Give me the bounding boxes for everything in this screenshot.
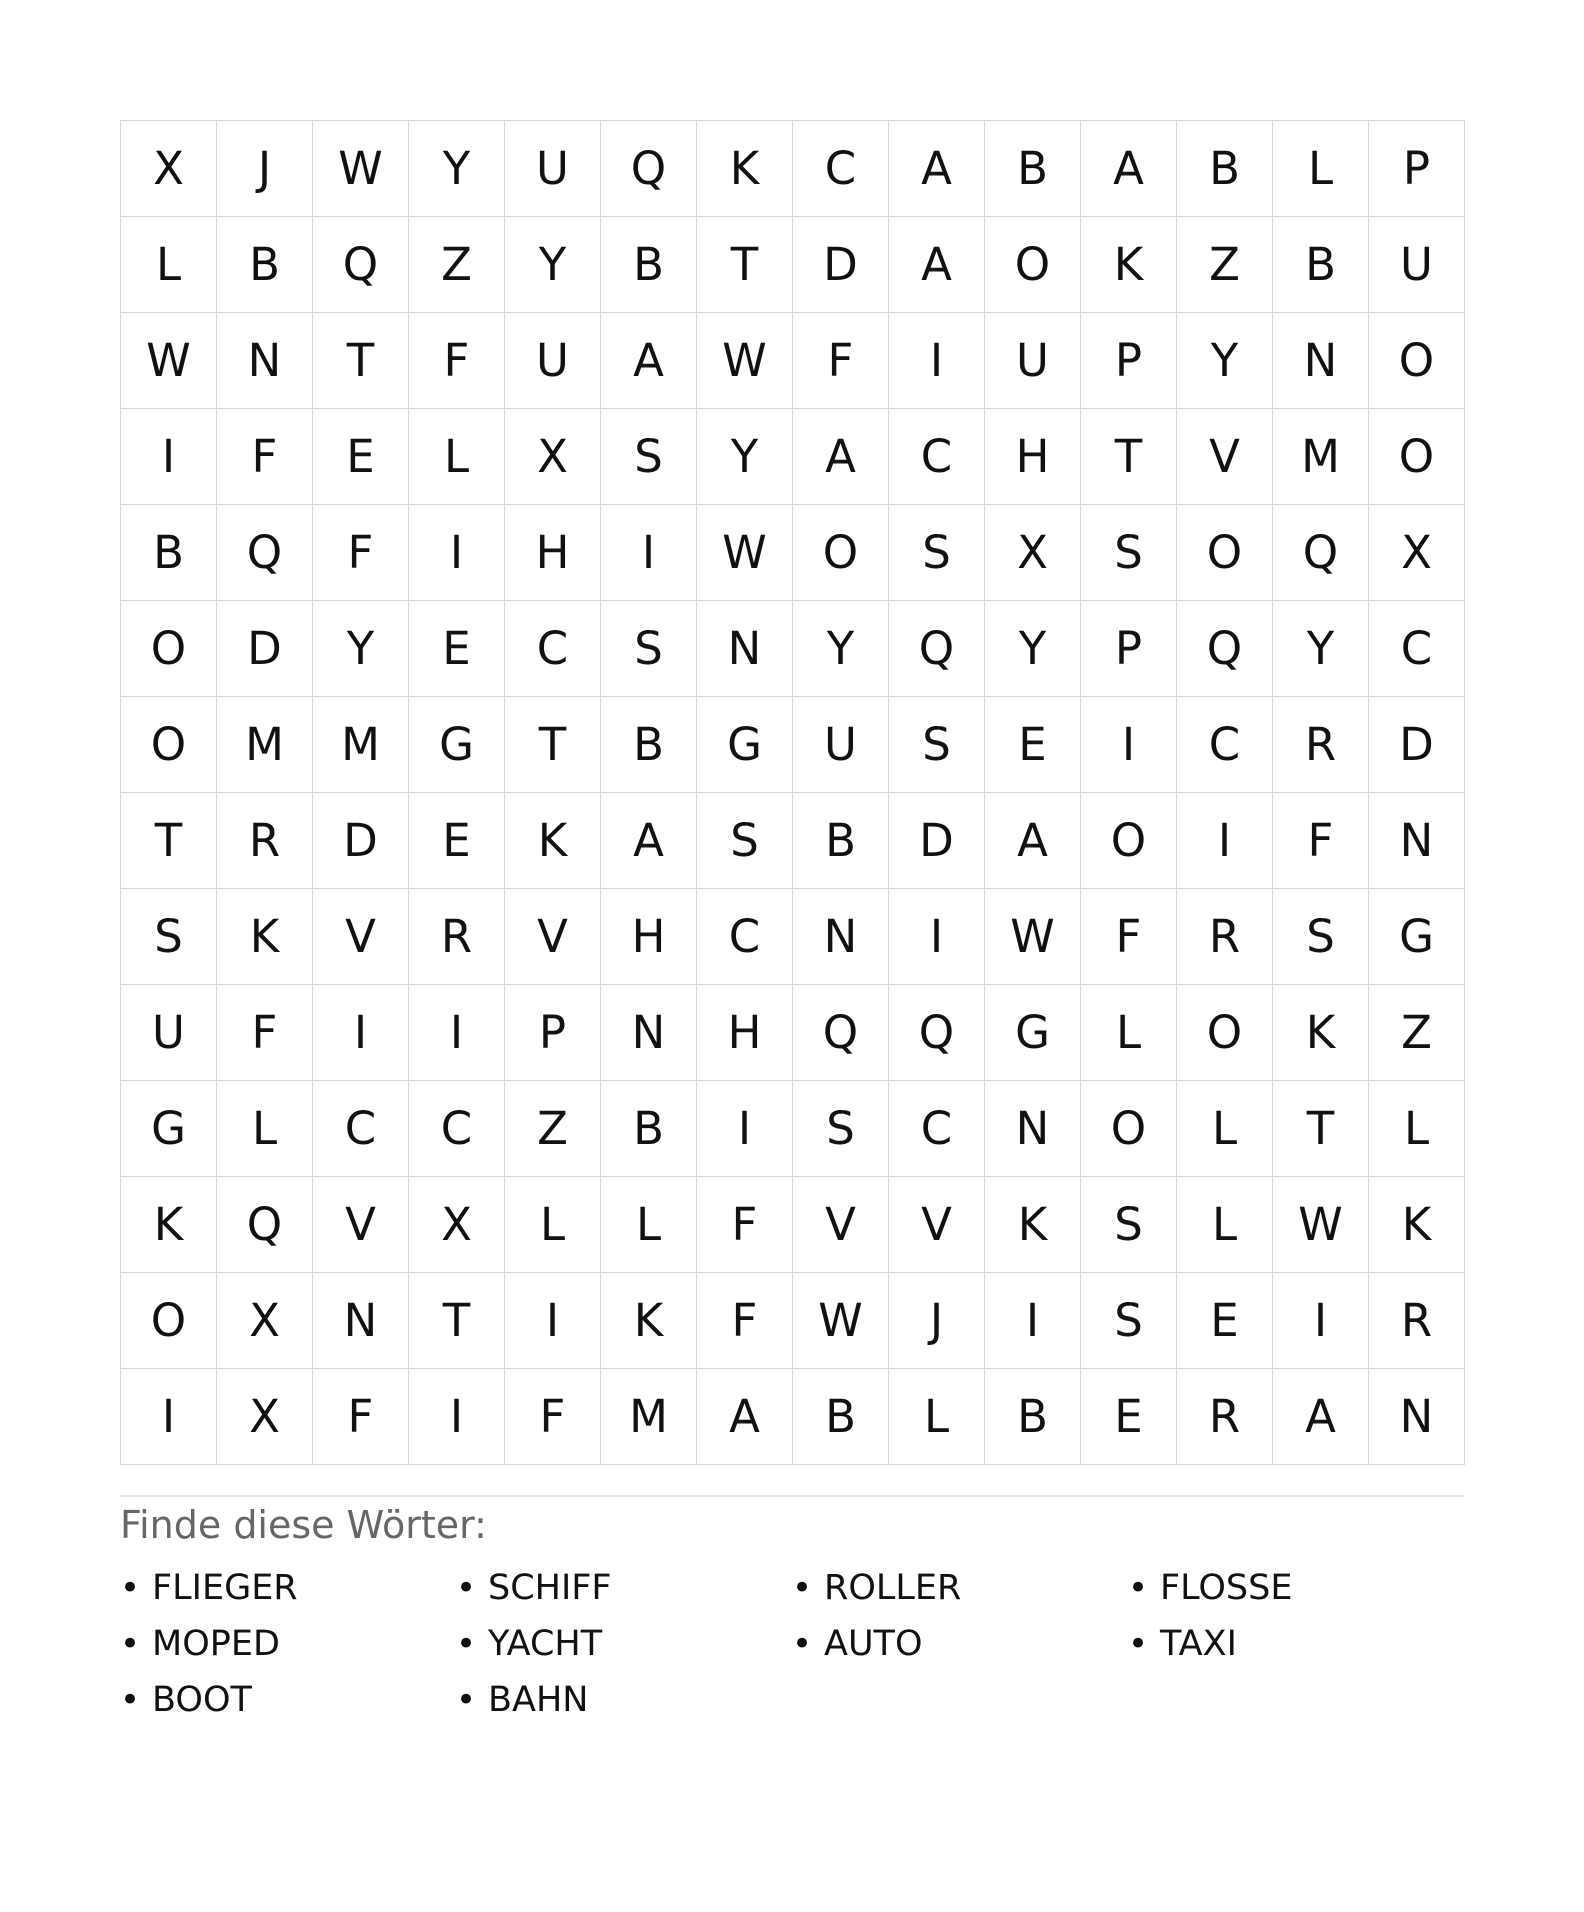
grid-cell[interactable]: C (409, 1081, 505, 1177)
grid-cell[interactable]: B (601, 1081, 697, 1177)
grid-cell[interactable]: S (889, 505, 985, 601)
grid-cell[interactable]: F (505, 1369, 601, 1465)
grid-cell[interactable]: V (793, 1177, 889, 1273)
grid-cell[interactable]: E (1177, 1273, 1273, 1369)
grid-cell[interactable]: N (1369, 793, 1465, 889)
grid-cell[interactable]: T (409, 1273, 505, 1369)
grid-cell[interactable]: L (1369, 1081, 1465, 1177)
grid-cell[interactable]: M (313, 697, 409, 793)
grid-cell[interactable]: X (505, 409, 601, 505)
grid-cell[interactable]: K (697, 121, 793, 217)
grid-cell[interactable]: E (985, 697, 1081, 793)
word-list-item (456, 1616, 792, 1672)
grid-cell[interactable]: I (697, 1081, 793, 1177)
bullet-icon: • (456, 1680, 477, 1720)
grid-cell[interactable]: N (793, 889, 889, 985)
word-label: MOPED (152, 1624, 280, 1664)
grid-cell[interactable]: G (985, 985, 1081, 1081)
grid-cell[interactable]: S (1081, 505, 1177, 601)
grid-cell[interactable]: Q (889, 601, 985, 697)
grid-cell[interactable]: A (1273, 1369, 1369, 1465)
grid-cell[interactable]: Z (409, 217, 505, 313)
grid-cell[interactable]: L (409, 409, 505, 505)
grid-cell[interactable]: Q (313, 217, 409, 313)
grid-cell[interactable]: B (793, 1369, 889, 1465)
grid-cell[interactable]: Y (409, 121, 505, 217)
grid-cell[interactable]: S (601, 409, 697, 505)
grid-cell[interactable]: D (313, 793, 409, 889)
grid-cell[interactable]: S (1273, 889, 1369, 985)
grid-cell[interactable]: E (313, 409, 409, 505)
grid-cell[interactable]: O (121, 1273, 217, 1369)
word-list (120, 1560, 1465, 1728)
grid-cell[interactable]: I (121, 1369, 217, 1465)
grid-cell[interactable]: L (505, 1177, 601, 1273)
grid-cell[interactable]: F (1273, 793, 1369, 889)
grid-cell[interactable]: I (409, 1369, 505, 1465)
grid-cell[interactable]: F (697, 1177, 793, 1273)
word-list-item (120, 1560, 456, 1616)
word-label: BAHN (488, 1680, 589, 1720)
grid-cell[interactable]: Y (697, 409, 793, 505)
grid-cell[interactable]: U (793, 697, 889, 793)
grid-cell[interactable]: O (1369, 409, 1465, 505)
grid-cell[interactable]: C (793, 121, 889, 217)
grid-cell[interactable]: K (1081, 217, 1177, 313)
grid-cell[interactable]: Q (793, 985, 889, 1081)
grid-cell[interactable]: N (985, 1081, 1081, 1177)
grid-cell[interactable]: A (601, 793, 697, 889)
grid-cell[interactable]: K (505, 793, 601, 889)
grid-cell[interactable]: K (601, 1273, 697, 1369)
grid-cell[interactable]: L (121, 217, 217, 313)
word-list-item (456, 1672, 792, 1728)
grid-cell[interactable]: T (697, 217, 793, 313)
grid-cell[interactable]: C (697, 889, 793, 985)
grid-cell[interactable]: S (1081, 1177, 1177, 1273)
grid-cell[interactable]: I (601, 505, 697, 601)
grid-cell[interactable]: Y (505, 217, 601, 313)
grid-cell[interactable]: L (601, 1177, 697, 1273)
grid-cell[interactable]: P (505, 985, 601, 1081)
grid-cell[interactable]: W (697, 505, 793, 601)
grid-cell[interactable]: X (217, 1273, 313, 1369)
grid-cell[interactable]: S (889, 697, 985, 793)
grid-cell[interactable]: B (1273, 217, 1369, 313)
grid-cell[interactable]: L (217, 1081, 313, 1177)
grid-cell[interactable]: C (505, 601, 601, 697)
grid-cell[interactable]: B (601, 217, 697, 313)
grid-cell[interactable]: O (121, 697, 217, 793)
grid-cell[interactable]: E (409, 793, 505, 889)
grid-cell[interactable]: O (121, 601, 217, 697)
grid-cell[interactable]: F (409, 313, 505, 409)
grid-cell[interactable]: X (1369, 505, 1465, 601)
grid-cell[interactable]: U (121, 985, 217, 1081)
word-list-item (1128, 1560, 1464, 1616)
grid-cell[interactable]: L (1177, 1081, 1273, 1177)
grid-cell[interactable]: C (1369, 601, 1465, 697)
grid-cell[interactable]: L (1177, 1177, 1273, 1273)
grid-cell[interactable]: Y (985, 601, 1081, 697)
grid-cell[interactable]: M (217, 697, 313, 793)
divider (120, 1495, 1465, 1497)
grid-cell[interactable]: F (313, 505, 409, 601)
grid-cell[interactable]: Q (217, 1177, 313, 1273)
word-label: TAXI (1160, 1624, 1237, 1664)
grid-cell[interactable]: R (1177, 1369, 1273, 1465)
grid-cell[interactable]: W (697, 313, 793, 409)
grid-cell[interactable]: W (1273, 1177, 1369, 1273)
grid-cell[interactable]: I (505, 1273, 601, 1369)
grid-cell[interactable]: T (505, 697, 601, 793)
grid-cell[interactable]: J (217, 121, 313, 217)
grid-cell[interactable]: F (697, 1273, 793, 1369)
word-list-item (792, 1616, 1128, 1672)
bullet-icon: • (120, 1624, 141, 1664)
grid-cell[interactable]: P (1369, 121, 1465, 217)
grid-cell[interactable]: O (1177, 985, 1273, 1081)
grid-cell[interactable]: F (217, 409, 313, 505)
grid-cell[interactable]: T (1273, 1081, 1369, 1177)
grid-cell[interactable]: A (601, 313, 697, 409)
grid-cell[interactable]: G (697, 697, 793, 793)
grid-cell[interactable]: W (985, 889, 1081, 985)
grid-cell[interactable]: I (409, 985, 505, 1081)
grid-cell[interactable]: Z (505, 1081, 601, 1177)
grid-cell[interactable]: Q (1273, 505, 1369, 601)
grid-cell[interactable]: I (889, 889, 985, 985)
bullet-icon: • (120, 1568, 141, 1608)
grid-cell[interactable]: R (217, 793, 313, 889)
grid-cell[interactable]: R (409, 889, 505, 985)
grid-cell[interactable]: N (313, 1273, 409, 1369)
grid-cell[interactable]: Q (889, 985, 985, 1081)
bullet-icon: • (792, 1568, 813, 1608)
grid-cell[interactable]: Z (1369, 985, 1465, 1081)
grid-cell[interactable]: W (121, 313, 217, 409)
grid-cell[interactable]: T (1081, 409, 1177, 505)
grid-cell[interactable]: H (985, 409, 1081, 505)
word-label: FLIEGER (152, 1568, 298, 1608)
grid-cell[interactable]: N (217, 313, 313, 409)
grid-cell[interactable]: Q (1177, 601, 1273, 697)
grid-cell[interactable]: N (697, 601, 793, 697)
bullet-icon: • (456, 1624, 477, 1664)
grid-cell[interactable]: T (313, 313, 409, 409)
grid-cell[interactable]: G (1369, 889, 1465, 985)
grid-cell[interactable]: E (409, 601, 505, 697)
word-list-item (120, 1616, 456, 1672)
grid-cell[interactable]: F (313, 1369, 409, 1465)
word-list-item (792, 1560, 1128, 1616)
grid-cell[interactable]: L (1273, 121, 1369, 217)
grid-cell[interactable]: B (793, 793, 889, 889)
grid-cell[interactable]: V (889, 1177, 985, 1273)
grid-cell[interactable]: V (505, 889, 601, 985)
grid-cell[interactable]: N (1273, 313, 1369, 409)
grid-cell[interactable]: B (1177, 121, 1273, 217)
grid-cell[interactable]: V (313, 1177, 409, 1273)
word-label: FLOSSE (1160, 1568, 1293, 1608)
grid-cell[interactable]: Y (1177, 313, 1273, 409)
grid-cell[interactable]: I (409, 505, 505, 601)
grid-cell[interactable]: L (889, 1369, 985, 1465)
word-label: AUTO (824, 1624, 923, 1664)
grid-cell[interactable]: Y (1273, 601, 1369, 697)
bullet-icon: • (456, 1568, 477, 1608)
grid-cell[interactable]: I (1177, 793, 1273, 889)
grid-cell[interactable]: C (889, 409, 985, 505)
grid-cell[interactable]: X (985, 505, 1081, 601)
grid-cell[interactable]: O (1081, 1081, 1177, 1177)
grid-cell[interactable]: U (505, 313, 601, 409)
grid-cell[interactable]: X (409, 1177, 505, 1273)
bullet-icon: • (1128, 1568, 1149, 1608)
grid-cell[interactable]: D (1369, 697, 1465, 793)
grid-cell[interactable]: O (1177, 505, 1273, 601)
grid-cell[interactable]: I (985, 1273, 1081, 1369)
grid-cell[interactable]: K (217, 889, 313, 985)
grid-cell[interactable]: S (601, 601, 697, 697)
grid-cell[interactable]: F (217, 985, 313, 1081)
grid-cell[interactable]: K (1369, 1177, 1465, 1273)
grid-cell[interactable]: K (1273, 985, 1369, 1081)
letter-grid (120, 120, 1465, 1465)
grid-cell[interactable]: X (121, 121, 217, 217)
grid-cell[interactable]: O (985, 217, 1081, 313)
grid-cell[interactable]: C (1177, 697, 1273, 793)
grid-cell[interactable]: H (601, 889, 697, 985)
grid-cell[interactable]: D (793, 217, 889, 313)
grid-cell[interactable]: S (1081, 1273, 1177, 1369)
grid-cell[interactable]: P (1081, 601, 1177, 697)
grid-cell[interactable]: B (985, 1369, 1081, 1465)
grid-cell[interactable]: H (505, 505, 601, 601)
grid-cell[interactable]: R (1369, 1273, 1465, 1369)
grid-cell[interactable]: R (1273, 697, 1369, 793)
grid-cell[interactable]: I (1081, 697, 1177, 793)
grid-cell[interactable]: I (313, 985, 409, 1081)
grid-cell[interactable]: E (1081, 1369, 1177, 1465)
grid-cell[interactable]: P (1081, 313, 1177, 409)
grid-cell[interactable]: M (1273, 409, 1369, 505)
grid-cell[interactable]: S (121, 889, 217, 985)
grid-cell[interactable]: L (1081, 985, 1177, 1081)
grid-cell[interactable]: W (313, 121, 409, 217)
grid-cell[interactable]: K (121, 1177, 217, 1273)
grid-cell[interactable]: R (1177, 889, 1273, 985)
grid-cell[interactable]: W (793, 1273, 889, 1369)
grid-cell[interactable]: H (697, 985, 793, 1081)
grid-cell[interactable]: N (601, 985, 697, 1081)
grid-cell[interactable]: X (217, 1369, 313, 1465)
grid-cell[interactable]: I (889, 313, 985, 409)
grid-cell[interactable]: D (889, 793, 985, 889)
grid-cell[interactable]: F (1081, 889, 1177, 985)
bullet-icon: • (792, 1624, 813, 1664)
grid-cell[interactable]: U (985, 313, 1081, 409)
grid-cell[interactable]: B (985, 121, 1081, 217)
grid-cell[interactable]: C (889, 1081, 985, 1177)
bullet-icon: • (120, 1680, 141, 1720)
grid-cell[interactable]: I (121, 409, 217, 505)
grid-cell[interactable]: Q (601, 121, 697, 217)
grid-cell[interactable]: Z (1177, 217, 1273, 313)
word-label: BOOT (152, 1680, 252, 1720)
grid-cell[interactable]: A (1081, 121, 1177, 217)
grid-cell[interactable]: A (985, 793, 1081, 889)
grid-cell[interactable]: A (697, 1369, 793, 1465)
word-list-item (120, 1672, 456, 1728)
word-label: YACHT (488, 1624, 603, 1664)
grid-cell[interactable]: A (793, 409, 889, 505)
grid-cell[interactable]: B (601, 697, 697, 793)
word-list-item (456, 1560, 792, 1616)
grid-cell[interactable]: I (1273, 1273, 1369, 1369)
grid-cell[interactable]: D (217, 601, 313, 697)
grid-cell[interactable]: S (793, 1081, 889, 1177)
grid-cell[interactable]: V (313, 889, 409, 985)
grid-cell[interactable]: N (1369, 1369, 1465, 1465)
grid-cell[interactable]: T (121, 793, 217, 889)
word-list-item (1128, 1616, 1464, 1672)
grid-cell[interactable]: A (889, 121, 985, 217)
grid-cell[interactable]: V (1177, 409, 1273, 505)
grid-cell[interactable]: A (889, 217, 985, 313)
grid-cell[interactable]: J (889, 1273, 985, 1369)
grid-cell[interactable]: M (601, 1369, 697, 1465)
word-label: SCHIFF (488, 1568, 612, 1608)
grid-cell[interactable]: G (409, 697, 505, 793)
grid-cell[interactable]: U (505, 121, 601, 217)
grid-cell[interactable]: Y (313, 601, 409, 697)
grid-cell[interactable]: O (1369, 313, 1465, 409)
grid-cell[interactable]: U (1369, 217, 1465, 313)
grid-cell[interactable]: B (217, 217, 313, 313)
grid-cell[interactable]: F (793, 313, 889, 409)
grid-cell[interactable]: C (313, 1081, 409, 1177)
grid-cell[interactable]: Q (217, 505, 313, 601)
grid-cell[interactable]: G (121, 1081, 217, 1177)
word-label: ROLLER (824, 1568, 962, 1608)
grid-cell[interactable]: S (697, 793, 793, 889)
word-list-heading: Finde diese Wörter: (120, 1503, 487, 1547)
grid-cell[interactable]: O (1081, 793, 1177, 889)
grid-cell[interactable]: O (793, 505, 889, 601)
grid-cell[interactable]: K (985, 1177, 1081, 1273)
grid-cell[interactable]: Y (793, 601, 889, 697)
bullet-icon: • (1128, 1624, 1149, 1664)
grid-cell[interactable]: B (121, 505, 217, 601)
